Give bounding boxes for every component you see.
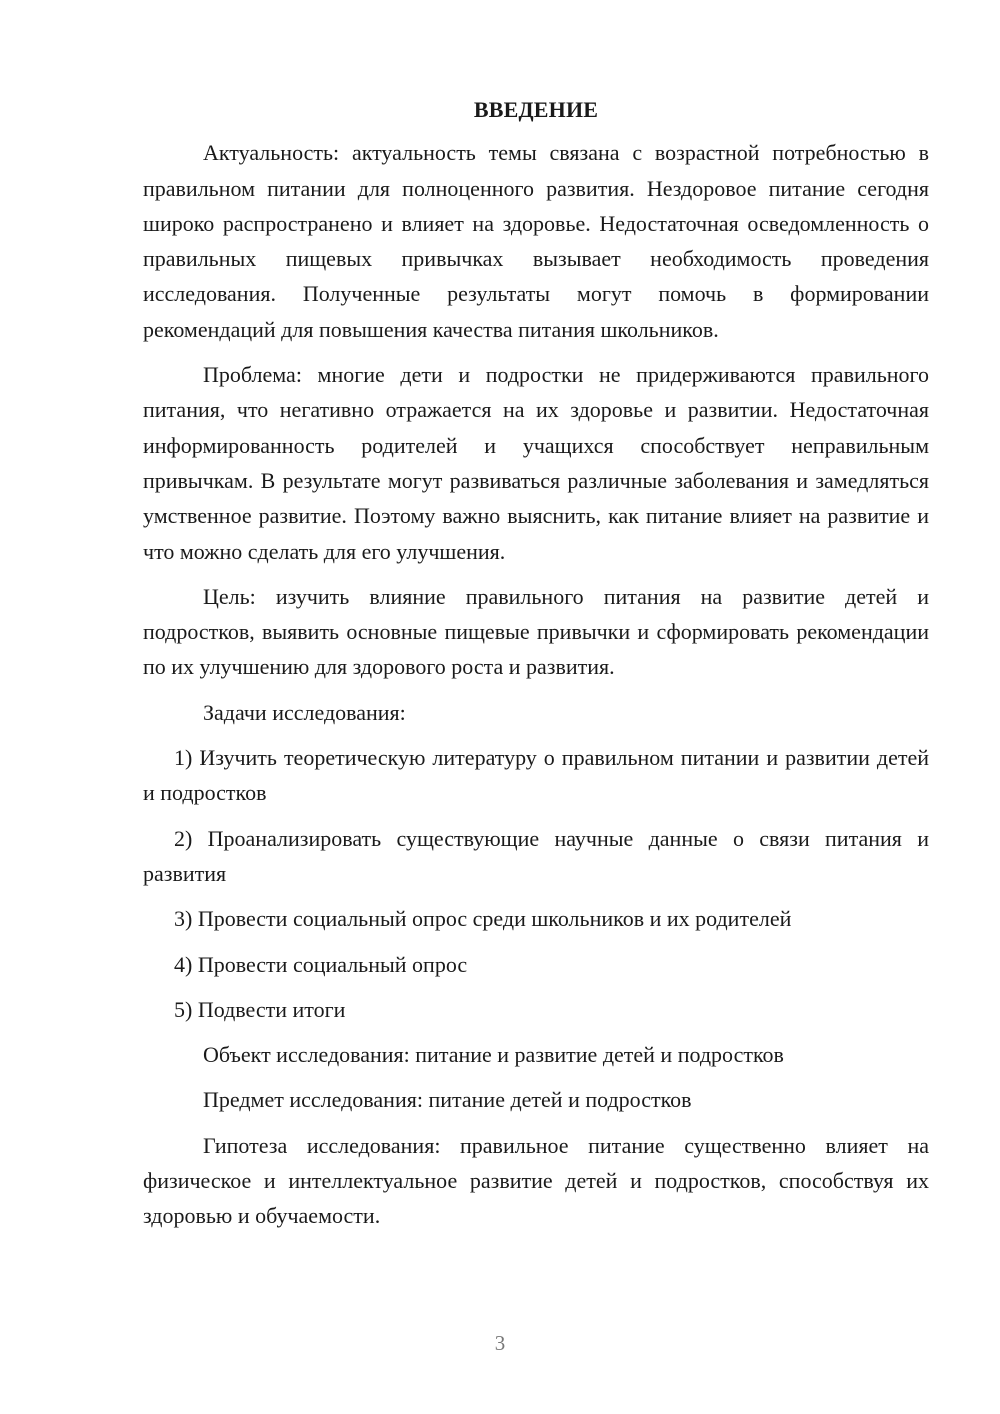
section-heading: ВВЕДЕНИЕ (473, 97, 599, 122)
goal-paragraph: Цель: изучить влияние правильного питания на развитие детей и подростков, выявить основные пищевые привычки и сформировать рекомендации по их улучшению для здорового роста и развития. (143, 583, 929, 680)
task-item: 4) Провести социальный опрос (174, 951, 468, 977)
page-number: 3 (494, 1331, 506, 1355)
research-object-paragraph: Объект исследования: питание и развитие детей и подростков (203, 1042, 784, 1068)
problem-paragraph: Проблема: многие дети и подростки не придерживаются правильного питания, что негативно отражается на их здоровье и развитии. Недостаточная информированность родителей и учащихся способствует неправильным привычкам. В результате могут развиваться различные заболевания и замедляться умственное развитие. Поэтому важно выяснить, как питание влияет на развитие и что можно сделать для его улучшения. (143, 362, 929, 564)
relevance-paragraph: Актуальность: актуальность темы связана с возрастной потребностью в правильном питании для полноценного развития. Нездоровое питание сегодня широко распространено и влияет на здоровье. Недостаточная осведомленность о правильных пищевых привычках вызывает необходимость проведения исследования. Полученные результаты могут помочь в формировании рекомендаций для повышения качества питания школьников. (143, 140, 929, 342)
task-item: 1) Изучить теоретическую литературу о правильном питании и развитии детей и подростков (143, 745, 929, 806)
task-item: 5) Подвести итоги (174, 996, 346, 1022)
task-item: 3) Провести социальный опрос среди школьников и их родителей (174, 906, 792, 932)
hypothesis-paragraph: Гипотеза исследования: правильное питание существенно влияет на физическое и интеллектуальное развитие детей и подростков, способствуя их здоровью и обучаемости. (143, 1132, 929, 1229)
tasks-title: Задачи исследования: (203, 699, 406, 725)
document-body (143, 92, 929, 1234)
research-subject-paragraph: Предмет исследования: питание детей и подростков (203, 1087, 692, 1113)
task-item: 2) Проанализировать существующие научные данные о связи питания и развития (143, 825, 929, 886)
